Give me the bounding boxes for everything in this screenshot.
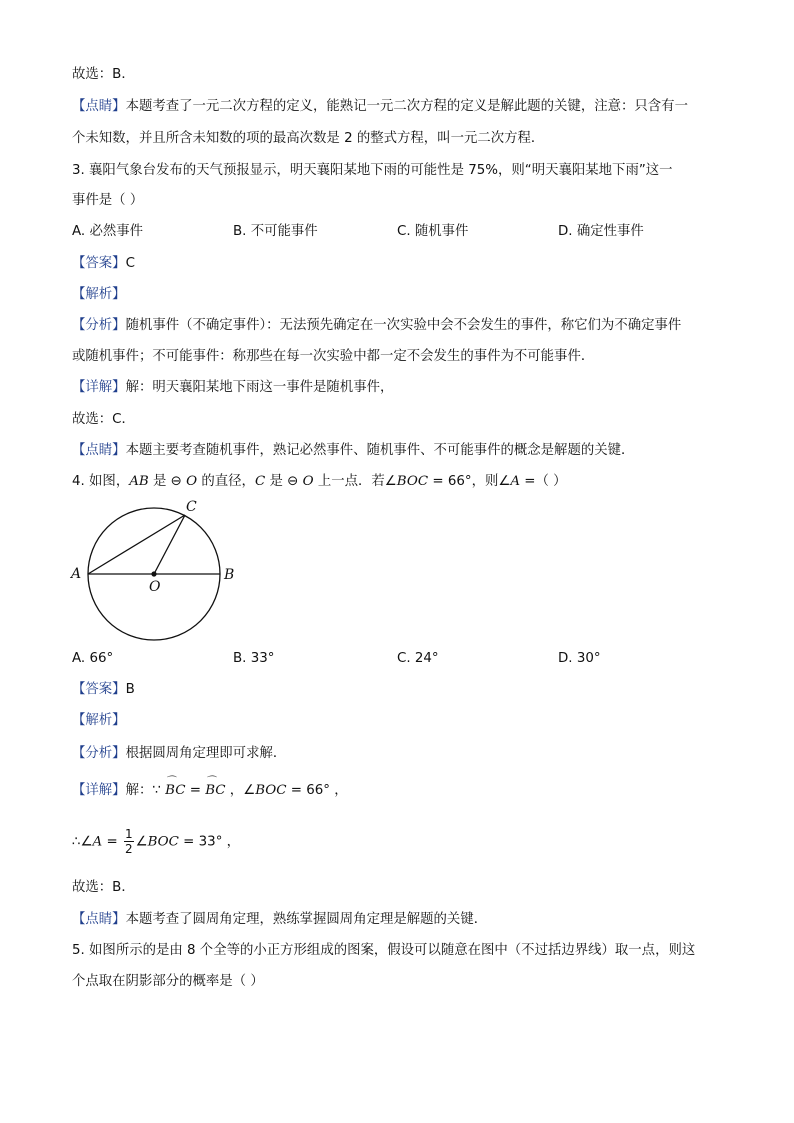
q3-option-a: A. 必然事件 <box>72 224 143 239</box>
arc-bc-1: ⌒ BC <box>165 781 185 801</box>
q2-comment-line1 <box>72 97 688 117</box>
q3-option-b: B. 不可能事件 <box>233 224 318 239</box>
q2-comment-text: 本题考查了一元二次方程的定义，能熟记一元二次方程的定义是解此题的关键，注意：只含有一 <box>125 99 688 114</box>
q3-answer-value: C <box>125 256 135 271</box>
q4-stem: 4. 如图，AB 是 ⊖ O 的直径，C 是 ⊖ O 上一点．若∠BOC = 66°，则∠A =（ ） <box>72 474 567 489</box>
q5-stem-line2: 个点取在阴影部分的概率是（ ） <box>72 974 264 989</box>
q3-analysis-tag: 【解析】 <box>72 287 126 302</box>
q3-stem-line2: 事件是（ ） <box>72 193 144 208</box>
q3-fenxi-line1: 【分析】随机事件（不确定事件）：无法预先确定在一次实验中会不会发生的事件，称它们为不确定事件 <box>72 318 682 333</box>
q2-comment-line2: 个未知数，并且所含未知数的项的最高次数是 2 的整式方程，叫一元二次方程． <box>72 131 545 146</box>
q3-answer <box>72 254 135 274</box>
chord-ac <box>88 515 185 574</box>
q4-fenxi: 【分析】根据圆周角定理即可求解． <box>72 746 287 761</box>
q4-option-d: D. 30° <box>558 651 601 666</box>
q2-choose: 故选：B． <box>72 67 135 82</box>
q3-fenxi-line2: 或随机事件；不可能事件：称那些在每一次实验中都一定不会发生的事件为不可能事件． <box>72 349 595 364</box>
q4-answer: 【答案】B <box>72 682 135 697</box>
segment-ab: AB <box>129 474 149 489</box>
q3-detail: 【详解】解：明天襄阳某地下雨这一事件是随机事件， <box>72 380 394 395</box>
circle-figure <box>66 495 246 650</box>
q4-option-a: A. 66° <box>72 651 114 666</box>
fraction-one-half: $\frac{1}{2}$ <box>124 827 133 856</box>
label-b: B <box>224 567 235 583</box>
q3-comment: 【点睛】本题主要考查随机事件，熟记必然事件、随机事件、不可能事件的概念是解题的关键． <box>72 443 635 458</box>
q4-option-c: C. 24° <box>397 651 439 666</box>
q5-stem-line1: 5. 如图所示的是由 8 个全等的小正方形组成的图案，假设可以随意在图中（不过括边界线）取一点，则这 <box>72 943 696 958</box>
label-c: C <box>186 499 197 515</box>
q3-option-c: C. 随机事件 <box>397 224 469 239</box>
q3-stem-line1: 3. 襄阳气象台发布的天气预报显示，明天襄阳某地下雨的可能性是 75%，则“明天襄阳某地下雨”这一 <box>72 163 673 178</box>
q4-comment: 【点睛】本题考查了圆周角定理，熟练掌握圆周角定理是解题的关键． <box>72 912 488 927</box>
label-o: O <box>149 579 161 595</box>
label-a: A <box>71 566 82 582</box>
q4-option-b: B. 33° <box>233 651 275 666</box>
q4-detail: 【详解】解：∵ ⌒ BC = ⌒ BC ，∠BOC = 66° ， <box>72 781 348 801</box>
point-c: C <box>254 474 266 489</box>
q3-option-d: D. 确定性事件 <box>558 224 644 239</box>
q4-analysis-tag: 【解析】 <box>72 713 126 728</box>
q4-choose: 故选：B． <box>72 880 135 895</box>
answer-tag: 【答案】 <box>72 256 126 271</box>
q3-choose: 故选：C． <box>72 412 135 427</box>
center-dot <box>151 571 156 576</box>
arc-bc-2: ⌒ BC <box>205 781 225 801</box>
q4-step: ∴∠A = $\frac{1}{2}$ ∠BOC = 33° ， <box>72 827 241 856</box>
comment-tag: 【点睛】 <box>72 99 126 114</box>
